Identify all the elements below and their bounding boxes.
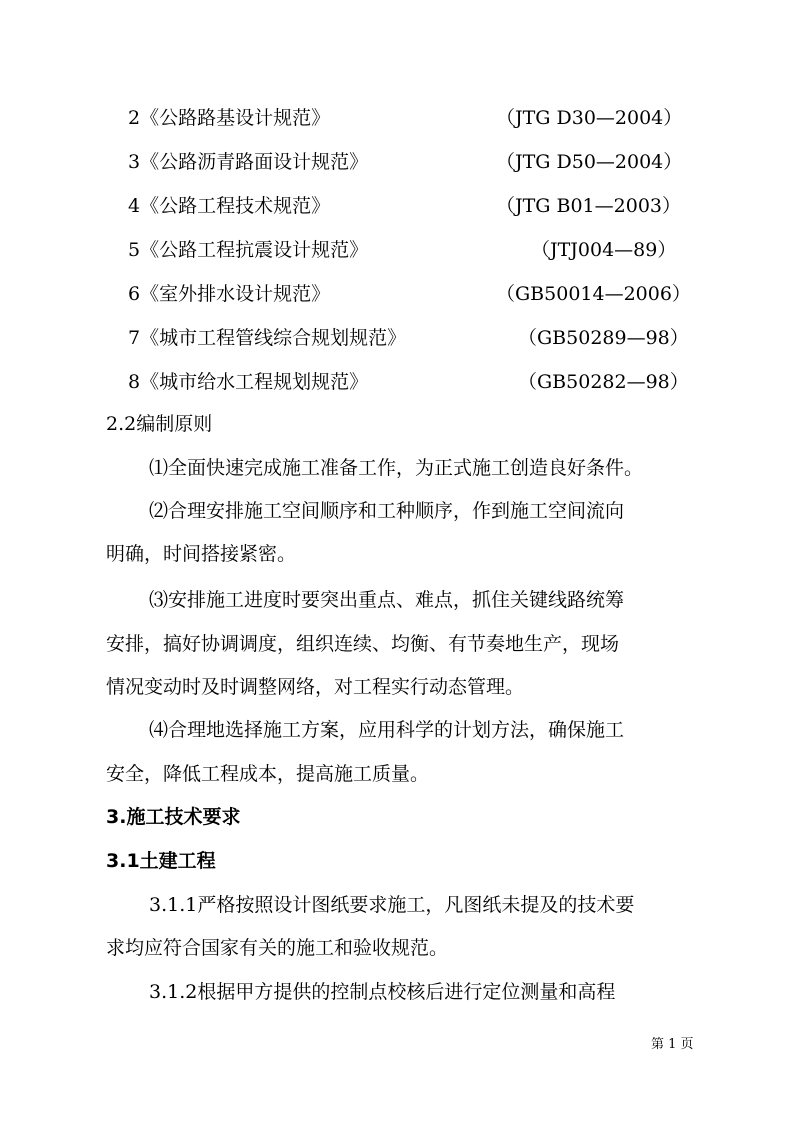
standard-code: （JTG B01—2003） xyxy=(496,195,681,217)
standard-code: （JTG D50—2004） xyxy=(496,151,683,173)
section-heading: 3.施工技术要求 xyxy=(106,806,241,828)
page-number: 第 1 页 xyxy=(651,1037,694,1052)
paragraph-line: ⑵合理安排施工空间顺序和工种顺序，作到施工空间流向 xyxy=(149,500,625,522)
standard-title: 3《公路沥青路面设计规范》 xyxy=(128,151,369,173)
standard-title: 4《公路工程技术规范》 xyxy=(128,195,331,217)
paragraph-line: 情况变动时及时调整网络，对工程实行动态管理。 xyxy=(106,676,525,698)
paragraph-line: 明确，时间搭接紧密。 xyxy=(106,543,297,565)
paragraph-line: ⑴全面快速完成施工准备工作，为正式施工创造良好条件。 xyxy=(149,457,644,479)
section-heading: 2.2编制原则 xyxy=(106,413,213,435)
standard-code: （GB50289—98） xyxy=(518,327,689,349)
paragraph-line: ⑶安排施工进度时要突出重点、难点，抓住关键线路统筹 xyxy=(149,589,625,611)
standard-code: （JTG D30—2004） xyxy=(496,107,683,129)
subsection-heading: 3.1土建工程 xyxy=(106,850,216,872)
standard-title: 6《室外排水设计规范》 xyxy=(128,283,331,305)
paragraph-line: ⑷合理地选择施工方案，应用科学的计划方法，确保施工 xyxy=(149,719,625,741)
standard-title: 8《城市给水工程规划规范》 xyxy=(128,371,369,393)
paragraph-line: 3.1.2根据甲方提供的控制点校核后进行定位测量和高程 xyxy=(149,981,616,1003)
standard-title: 5《公路工程抗震设计规范》 xyxy=(128,239,369,261)
standard-code: （GB50014—2006） xyxy=(496,283,691,305)
paragraph-line: 安排，搞好协调调度，组织连续、均衡、有节奏地生产，现场 xyxy=(106,633,620,655)
paragraph-line: 3.1.1严格按照设计图纸要求施工，凡图纸未提及的技术要 xyxy=(149,894,635,916)
paragraph-line: 求均应符合国家有关的施工和验收规范。 xyxy=(106,937,449,959)
standard-code: （GB50282—98） xyxy=(518,371,689,393)
standard-title: 2《公路路基设计规范》 xyxy=(128,107,331,129)
paragraph-line: 安全，降低工程成本，提高施工质量。 xyxy=(106,763,430,785)
standard-title: 7《城市工程管线综合规划规范》 xyxy=(128,327,407,349)
standard-code: （JTJ004—89） xyxy=(531,239,677,261)
